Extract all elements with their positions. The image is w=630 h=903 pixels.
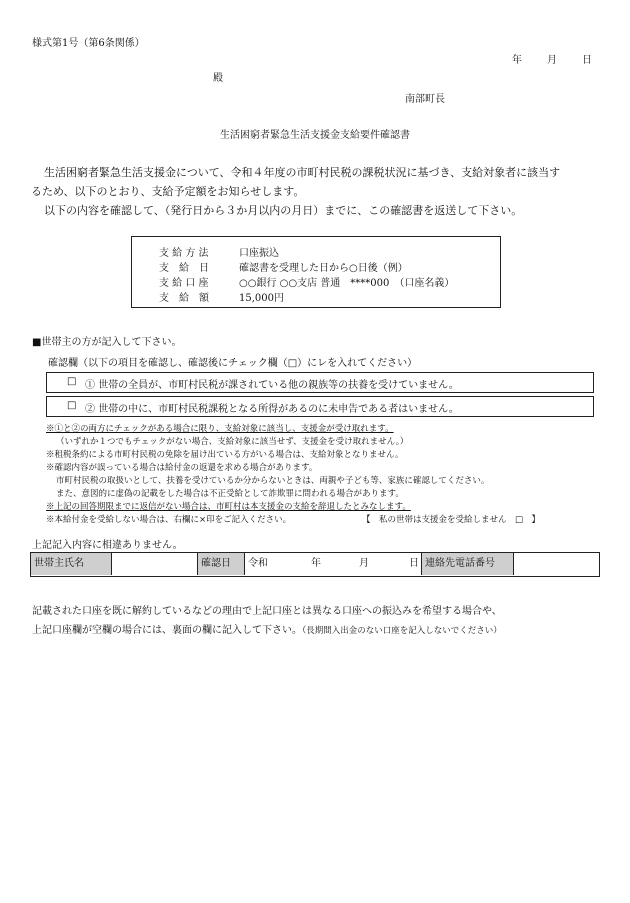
payment-amount-value: 15,000円 bbox=[239, 293, 284, 304]
check-item-2-text: 世帯の中に、市町村民税課税となる所得があるのに未申告である者はいません。 bbox=[98, 404, 459, 415]
day-label: 日 bbox=[409, 558, 419, 569]
payment-amount-label: 支 給 額 bbox=[159, 293, 209, 304]
note-1: ※①と②の両方にチェックがある場合に限り、支給対象に該当し、支援金が受け取れます。 bbox=[46, 424, 394, 434]
payment-method-label: 支 給 方 法 bbox=[159, 248, 209, 259]
confirm-statement: 上記記入内容に相違ありません。 bbox=[32, 540, 183, 551]
note-2: ※租税条約による市町村民税の免除を届け出ている方がいる場合は、支給対象となりません。 bbox=[46, 450, 404, 460]
year-label: 年 bbox=[311, 558, 321, 569]
issuer-name: 南部町長 bbox=[405, 94, 445, 105]
payment-date-label: 支 給 日 bbox=[159, 263, 209, 274]
addressee-suffix: 殿 bbox=[213, 73, 223, 84]
transfer-note-line-2 bbox=[32, 621, 502, 636]
date-day-label: 日 bbox=[582, 55, 592, 66]
transfer-note-line-1: 記載された口座を既に解約しているなどの理由で上記口座とは異なる口座への振込みを希望する場合や、 bbox=[32, 606, 502, 617]
check-caption: 確認欄（以下の項目を確認し、確認後にチェック欄（□）にレを入れてください） bbox=[48, 358, 418, 369]
householder-name-field[interactable] bbox=[111, 553, 197, 575]
payment-account-label: 支 給 口 座 bbox=[159, 278, 209, 289]
note-1b: （いずれか１つでもチェックがない場合、支給対象に該当せず、支援金を受け取れません。） bbox=[56, 437, 409, 447]
householder-name-label: 世帯主氏名 bbox=[31, 553, 111, 575]
decline-box[interactable]: 【 私の世帯は支援金を受給しません □ 】 bbox=[362, 515, 541, 525]
intro-line-1: 生活困窮者緊急生活支援金について、令和４年度の市町村民税の課税状況に基づき、支給対象者に該当す bbox=[44, 166, 561, 179]
date-month-label: 月 bbox=[547, 55, 557, 66]
check-row-2 bbox=[46, 396, 594, 417]
transfer-note-small: （長期間入出金のない口座を記入しないでください） bbox=[302, 626, 502, 636]
intro-line-2: るため、以下のとおり、支給予定額をお知らせします。 bbox=[31, 185, 305, 198]
month-label: 月 bbox=[359, 558, 369, 569]
check-item-2 bbox=[85, 400, 459, 415]
note-3c: また、意図的に虚偽の記載をした場合は不正受給として詐欺罪に問われる場合があります。 bbox=[56, 489, 404, 499]
signature-table bbox=[30, 552, 600, 577]
note-3b: 市町村民税の取扱いとして、扶養を受けているか分からないときは、両親や子ども等、家族に確認してください。 bbox=[56, 476, 490, 486]
note-3: ※確認内容が誤っている場合は給付金の返還を求める場合があります。 bbox=[46, 463, 318, 473]
phone-field[interactable] bbox=[513, 553, 598, 575]
transfer-note-main: 上記口座欄が空欄の場合には、裏面の欄に記入して下さい。 bbox=[32, 625, 302, 636]
payment-date-value: 確認書を受理した日から○日後（例） bbox=[239, 263, 408, 274]
form-number: 様式第1号（第6条関係） bbox=[32, 38, 145, 49]
confirm-date-label: 確認日 bbox=[197, 553, 244, 575]
check-row-1 bbox=[46, 372, 594, 393]
date-year-label: 年 bbox=[512, 55, 522, 66]
payment-account-value: ○○銀行 ○○支店 普通 ****000 （口座名義） bbox=[239, 278, 455, 289]
section-heading: ■世帯主の方が記入して下さい。 bbox=[32, 337, 182, 348]
checkbox-2[interactable]: □ bbox=[67, 400, 77, 411]
check-item-1-num: ① bbox=[85, 380, 95, 391]
check-item-2-num: ② bbox=[85, 404, 95, 415]
check-item-1-text: 世帯の全員が、市町村民税が課されている他の親族等の扶養を受けていません。 bbox=[98, 380, 459, 391]
phone-label: 連絡先電話番号 bbox=[421, 553, 513, 575]
confirm-date-field[interactable] bbox=[244, 553, 421, 575]
payment-info-box bbox=[131, 236, 501, 308]
checkbox-1[interactable]: □ bbox=[67, 376, 77, 387]
note-5: ※本給付金を受給しない場合は、右欄に×印をご記入ください。 bbox=[46, 515, 292, 525]
era-label: 令和 bbox=[248, 558, 268, 569]
intro-line-3: 以下の内容を確認して、（発行日から３か月以内の月日）までに、この確認書を返送して下さい。 bbox=[44, 204, 523, 217]
note-4: ※上記の回答期限までに返信がない場合は、市町村は本支援金の支給を辞退したとみなします。 bbox=[46, 502, 411, 512]
payment-method-value: 口座振込 bbox=[239, 248, 279, 259]
document-title: 生活困窮者緊急生活支援金支給要件確認書 bbox=[220, 130, 410, 141]
check-item-1 bbox=[85, 376, 459, 391]
